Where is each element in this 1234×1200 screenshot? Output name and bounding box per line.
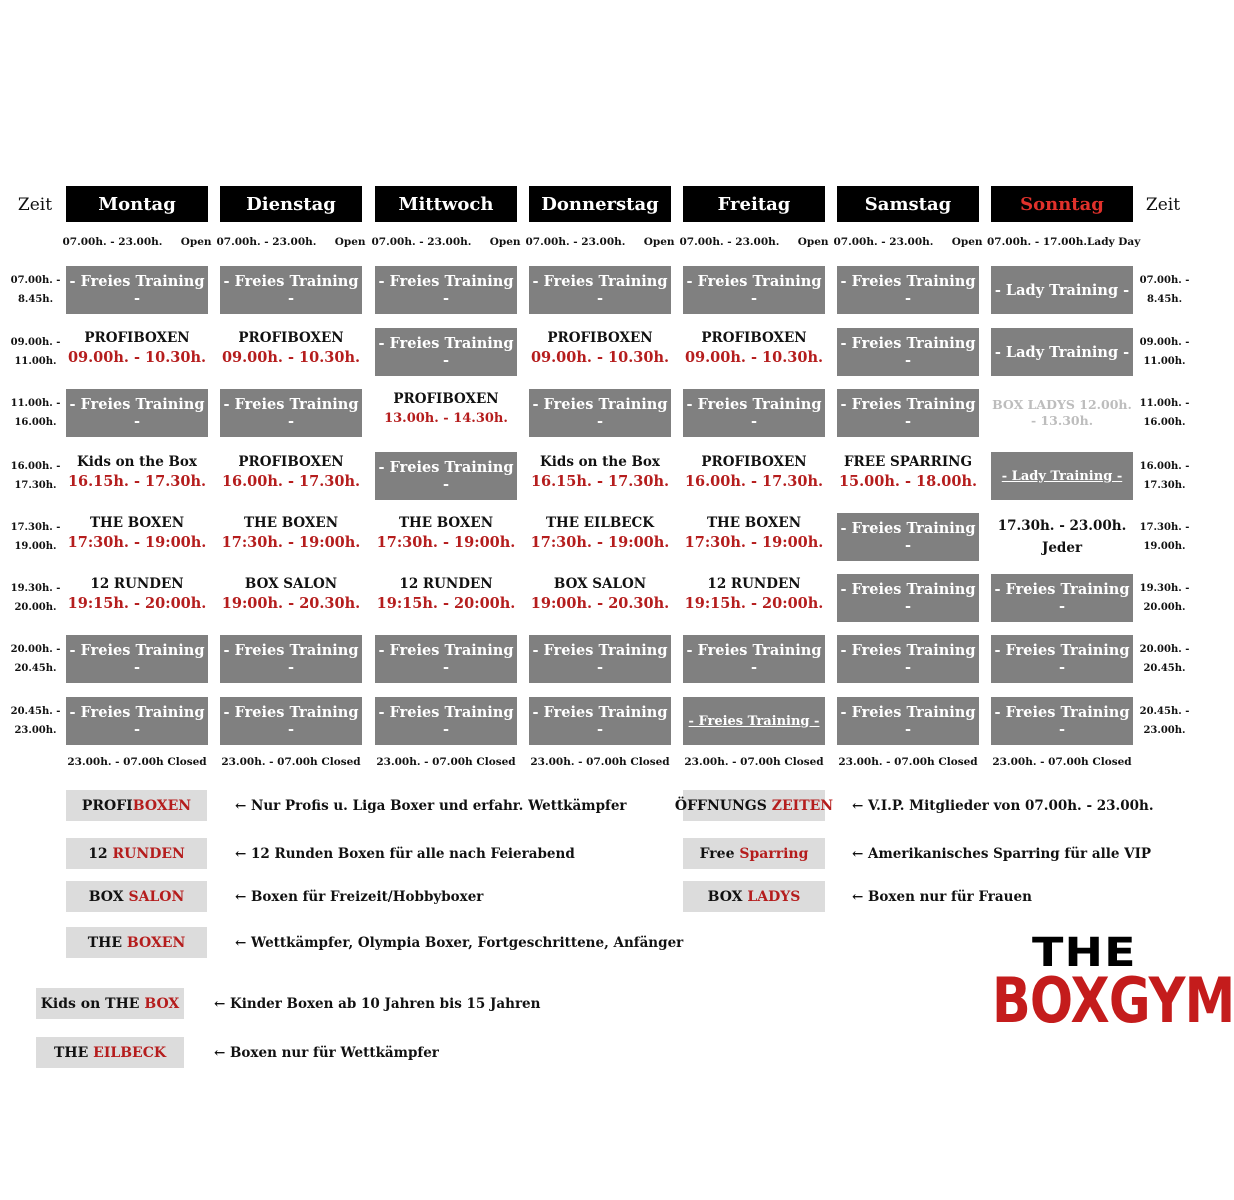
legend-badge xyxy=(674,790,834,821)
class-title: PROFIBOXEN xyxy=(701,330,807,346)
training-label: - Freies Training - xyxy=(378,273,514,307)
legend-badge xyxy=(66,838,207,869)
training-cell[interactable] xyxy=(837,513,979,561)
time-slot-end: 17.30h. xyxy=(14,480,57,491)
time-slot-start: 19.30h. - xyxy=(10,583,61,594)
training-cell[interactable] xyxy=(375,328,517,376)
class-time: 17:30h. - 19:00h. xyxy=(376,534,516,551)
class-title: BOX SALON xyxy=(244,576,338,592)
training-cell[interactable] xyxy=(220,389,362,437)
training-cell[interactable] xyxy=(66,266,208,314)
training-label: - Freies Training - xyxy=(69,396,205,430)
training-cell[interactable] xyxy=(683,266,825,314)
legend-badge xyxy=(66,790,207,821)
training-label: - Freies Training - xyxy=(840,642,976,676)
open-hours: 07.00h. - 17.00h.Lady Day xyxy=(987,236,1141,248)
time-slot-label xyxy=(8,394,63,432)
open-hours: 07.00h. - 23.00h. Open xyxy=(62,236,212,248)
class-time: 19:00h. - 20.30h. xyxy=(221,595,361,612)
legend-description: ← Boxen für Freizeit/Hobbyboxer xyxy=(235,889,484,905)
training-label: - Freies Training - xyxy=(994,642,1130,676)
training-label: - Freies Training - xyxy=(686,396,822,430)
training-label: - Freies Training - xyxy=(378,704,514,738)
time-slot-start: 20.00h. - xyxy=(1139,644,1190,655)
legend-badge xyxy=(683,881,825,912)
time-slot-start: 07.00h. - xyxy=(10,275,61,286)
class-time: 09.00h. - 10.30h. xyxy=(530,349,670,366)
legend-badge-red: RUNDEN xyxy=(112,845,185,862)
time-slot-start: 16.00h. - xyxy=(10,461,61,472)
legend-description: ← V.I.P. Mitglieder von 07.00h. - 23.00h. xyxy=(852,798,1154,814)
legend-description: ← Boxen nur für Frauen xyxy=(852,889,1032,905)
class-time: 17:30h. - 19:00h. xyxy=(684,534,824,551)
class-title: PROFIBOXEN xyxy=(701,454,807,470)
class-title: PROFIBOXEN xyxy=(238,454,344,470)
time-slot-end: 8.45h. xyxy=(17,294,54,305)
open-all-cell[interactable] xyxy=(991,513,1133,561)
class-time: 09.00h. - 10.30h. xyxy=(684,349,824,366)
training-cell[interactable] xyxy=(837,635,979,683)
legend-badge-red: SALON xyxy=(128,888,185,905)
training-label: - Freies Training - xyxy=(223,396,359,430)
legend-badge-black: THE xyxy=(53,1044,94,1061)
training-label: - Freies Training - xyxy=(223,704,359,738)
training-label: - Freies Training - xyxy=(378,459,514,493)
time-slot-start: 09.00h. - xyxy=(1139,337,1190,348)
legend-badge-black: 12 xyxy=(88,845,113,862)
class-cell[interactable] xyxy=(529,324,671,372)
legend-badge-red: Sparring xyxy=(739,845,809,862)
time-slot-start: 20.45h. - xyxy=(10,706,61,717)
time-slot-end: 16.00h. xyxy=(1143,417,1186,428)
training-cell[interactable] xyxy=(991,328,1133,376)
training-label: - Freies Training - xyxy=(840,520,976,554)
day-header-sonntag[interactable]: Sonntag xyxy=(991,186,1133,222)
training-cell[interactable] xyxy=(837,328,979,376)
class-cell[interactable] xyxy=(375,509,517,557)
class-title: 12 RUNDEN xyxy=(399,576,493,592)
open-all-time: 17.30h. - 23.00h. xyxy=(997,518,1127,534)
time-slot-label xyxy=(1137,271,1192,309)
class-title: 12 RUNDEN xyxy=(707,576,801,592)
training-label: - Freies Training - xyxy=(69,704,205,738)
class-time: 17:30h. - 19:00h. xyxy=(67,534,207,551)
legend-badge-black: BOX xyxy=(88,888,129,905)
training-cell[interactable] xyxy=(837,574,979,622)
class-time: 19:15h. - 20:00h. xyxy=(376,595,516,612)
open-all-label: Jeder xyxy=(1041,540,1083,556)
open-hours: 07.00h. - 23.00h. Open xyxy=(833,236,983,248)
legend-badge-black: ÖFFNUNGS xyxy=(674,797,772,814)
day-header-freitag[interactable]: Freitag xyxy=(683,186,825,222)
open-hours: 07.00h. - 23.00h. Open xyxy=(525,236,675,248)
training-label: - Freies Training - xyxy=(994,704,1130,738)
time-slot-label xyxy=(8,702,63,740)
legend-badge-black: PROFI xyxy=(81,797,133,814)
logo-the: THE xyxy=(1032,930,1137,976)
legend-description: ← Nur Profis u. Liga Boxer und erfahr. Wettkämpfer xyxy=(235,798,627,814)
class-cell[interactable] xyxy=(66,570,208,618)
time-slot-end: 20.45h. xyxy=(14,663,57,674)
time-slot-start: 07.00h. - xyxy=(1139,275,1190,286)
class-time: 13.00h. - 14.30h. xyxy=(384,411,508,426)
time-slot-start: 20.45h. - xyxy=(1139,706,1190,717)
legend-badge xyxy=(66,927,207,958)
zeit-label-right: Zeit xyxy=(1145,195,1181,215)
time-slot-label xyxy=(1137,457,1192,495)
class-time: 19:00h. - 20.30h. xyxy=(530,595,670,612)
training-cell[interactable] xyxy=(529,635,671,683)
legend-description: ← Kinder Boxen ab 10 Jahren bis 15 Jahren xyxy=(214,996,541,1012)
class-cell[interactable] xyxy=(683,324,825,372)
class-cell[interactable] xyxy=(220,509,362,557)
day-header-montag[interactable]: Montag xyxy=(66,186,208,222)
training-cell[interactable] xyxy=(375,452,517,500)
time-slot-label xyxy=(1137,640,1192,678)
training-label: - Freies Training - xyxy=(994,581,1130,615)
training-cell[interactable] xyxy=(683,697,825,745)
training-cell[interactable] xyxy=(220,266,362,314)
time-slot-label xyxy=(1137,579,1192,617)
legend-badge xyxy=(36,988,184,1019)
training-label: - Freies Training - xyxy=(840,704,976,738)
box-ladys-label: BOX LADYS 12.00h. - 13.30h. xyxy=(992,397,1132,428)
time-slot-start: 11.00h. - xyxy=(1139,398,1190,409)
class-title: THE BOXEN xyxy=(398,515,494,531)
zeit-label-left: Zeit xyxy=(17,195,53,215)
legend-badge-red: BOXEN xyxy=(132,797,192,814)
class-cell[interactable] xyxy=(837,448,979,496)
class-time: 19:15h. - 20:00h. xyxy=(67,595,207,612)
training-label: - Freies Training - xyxy=(69,273,205,307)
legend-badge-black: THE xyxy=(87,934,127,951)
training-cell[interactable] xyxy=(220,635,362,683)
time-slot-label xyxy=(1137,394,1192,432)
legend-badge-red: BOX xyxy=(144,995,180,1012)
training-cell[interactable] xyxy=(375,635,517,683)
class-time: 16.00h. - 17.30h. xyxy=(221,473,361,490)
time-slot-label xyxy=(8,333,63,371)
training-cell[interactable] xyxy=(683,389,825,437)
training-cell[interactable] xyxy=(683,635,825,683)
legend-description: ← Amerikanisches Sparring für alle VIP xyxy=(852,846,1152,862)
training-cell[interactable] xyxy=(66,697,208,745)
class-title: PROFIBOXEN xyxy=(238,330,344,346)
training-cell[interactable] xyxy=(375,697,517,745)
legend-badge-red: EILBECK xyxy=(93,1044,167,1061)
open-hours: 07.00h. - 23.00h. Open xyxy=(216,236,366,248)
training-label: - Lady Training - xyxy=(994,281,1130,299)
box-ladys-cell[interactable] xyxy=(991,389,1133,437)
class-title: BOX SALON xyxy=(553,576,647,592)
training-label: - Freies Training - xyxy=(223,642,359,676)
class-cell[interactable] xyxy=(66,324,208,372)
training-label: - Freies Training - xyxy=(840,581,976,615)
time-slot-label xyxy=(8,640,63,678)
time-slot-end: 11.00h. xyxy=(14,356,57,367)
training-label: - Freies Training - xyxy=(69,642,205,676)
time-slot-label xyxy=(1137,333,1192,371)
class-cell[interactable] xyxy=(220,324,362,372)
time-slot-end: 19.00h. xyxy=(1143,541,1186,552)
legend-badge xyxy=(36,1037,184,1068)
time-slot-label xyxy=(8,457,63,495)
class-cell[interactable] xyxy=(529,448,671,496)
closed-hours: 23.00h. - 07.00h Closed xyxy=(992,756,1132,768)
open-hours: 07.00h. - 23.00h. Open xyxy=(371,236,521,248)
class-time: 19:15h. - 20:00h. xyxy=(684,595,824,612)
time-slot-start: 16.00h. - xyxy=(1139,461,1190,472)
class-title: Kids on the Box xyxy=(540,454,660,470)
class-title: PROFIBOXEN xyxy=(547,330,653,346)
training-cell[interactable] xyxy=(529,697,671,745)
time-slot-label xyxy=(8,271,63,309)
training-label: - Freies Training - xyxy=(532,273,668,307)
legend-description: ← 12 Runden Boxen für alle nach Feierabend xyxy=(235,846,575,862)
closed-hours: 23.00h. - 07.00h Closed xyxy=(67,756,207,768)
legend-description: ← Wettkämpfer, Olympia Boxer, Fortgeschrittene, Anfänger xyxy=(235,935,684,951)
time-slot-end: 23.00h. xyxy=(14,725,57,736)
training-cell[interactable] xyxy=(529,389,671,437)
legend-description: ← Boxen nur für Wettkämpfer xyxy=(214,1045,439,1061)
day-header-dienstag[interactable]: Dienstag xyxy=(220,186,362,222)
class-title: THE BOXEN xyxy=(89,515,185,531)
class-title: FREE SPARRING xyxy=(843,454,973,470)
class-cell[interactable] xyxy=(66,509,208,557)
legend-badge-black: BOX xyxy=(707,888,748,905)
time-slot-start: 19.30h. - xyxy=(1139,583,1190,594)
training-cell[interactable] xyxy=(220,697,362,745)
time-slot-start: 17.30h. - xyxy=(1139,522,1190,533)
class-time: 17:30h. - 19:00h. xyxy=(221,534,361,551)
training-cell[interactable] xyxy=(375,266,517,314)
class-title: PROFIBOXEN xyxy=(393,391,499,407)
boxgym-logo xyxy=(990,930,1234,1040)
time-slot-label xyxy=(8,579,63,617)
time-slot-end: 19.00h. xyxy=(14,541,57,552)
class-cell[interactable] xyxy=(66,448,208,496)
class-cell[interactable] xyxy=(683,448,825,496)
training-cell[interactable] xyxy=(991,697,1133,745)
training-cell[interactable] xyxy=(991,574,1133,622)
class-cell[interactable] xyxy=(683,509,825,557)
training-label: - Freies Training - xyxy=(840,273,976,307)
training-cell[interactable] xyxy=(66,635,208,683)
legend-badge xyxy=(683,838,825,869)
training-label: - Freies Training - xyxy=(532,704,668,738)
time-slot-end: 20.00h. xyxy=(1143,602,1186,613)
legend-badge xyxy=(66,881,207,912)
time-slot-label xyxy=(8,518,63,556)
training-cell[interactable] xyxy=(991,452,1133,500)
training-label: - Freies Training - xyxy=(840,335,976,369)
training-cell[interactable] xyxy=(529,266,671,314)
legend-badge-black: Kids on THE xyxy=(40,995,145,1012)
class-time: 09.00h. - 10.30h. xyxy=(221,349,361,366)
training-label: - Freies Training - xyxy=(532,396,668,430)
time-slot-start: 17.30h. - xyxy=(10,522,61,533)
training-cell[interactable] xyxy=(991,266,1133,314)
training-label: - Freies Training - xyxy=(223,273,359,307)
class-cell[interactable] xyxy=(220,448,362,496)
training-label: - Lady Training - xyxy=(1001,468,1123,484)
day-header-mittwoch[interactable]: Mittwoch xyxy=(375,186,517,222)
time-slot-end: 8.45h. xyxy=(1146,294,1183,305)
class-cell[interactable] xyxy=(529,570,671,618)
training-cell[interactable] xyxy=(66,389,208,437)
class-time: 16.00h. - 17.30h. xyxy=(684,473,824,490)
class-cell[interactable] xyxy=(529,509,671,557)
time-slot-end: 23.00h. xyxy=(1143,725,1186,736)
time-slot-end: 20.45h. xyxy=(1143,663,1186,674)
class-title: THE BOXEN xyxy=(706,515,802,531)
training-label: - Freies Training - xyxy=(378,335,514,369)
class-cell[interactable] xyxy=(375,385,517,433)
legend-badge-red: LADYS xyxy=(747,888,801,905)
training-label: - Freies Training - xyxy=(686,642,822,676)
legend-badge-red: BOXEN xyxy=(126,934,186,951)
time-slot-end: 20.00h. xyxy=(14,602,57,613)
time-slot-label xyxy=(1137,518,1192,556)
training-label: - Freies Training - xyxy=(840,396,976,430)
class-time: 17:30h. - 19:00h. xyxy=(530,534,670,551)
training-cell[interactable] xyxy=(837,697,979,745)
legend-badge-red: ZEITEN xyxy=(771,797,834,814)
training-label: - Lady Training - xyxy=(994,343,1130,361)
class-title: THE EILBECK xyxy=(545,515,655,531)
closed-hours: 23.00h. - 07.00h Closed xyxy=(838,756,978,768)
class-time: 09.00h. - 10.30h. xyxy=(67,349,207,366)
open-hours: 07.00h. - 23.00h. Open xyxy=(679,236,829,248)
class-cell[interactable] xyxy=(220,570,362,618)
training-label: - Freies Training - xyxy=(532,642,668,676)
training-cell[interactable] xyxy=(837,266,979,314)
training-label: - Freies Training - xyxy=(688,713,820,729)
training-label: - Freies Training - xyxy=(686,273,822,307)
time-slot-start: 20.00h. - xyxy=(10,644,61,655)
training-label: - Freies Training - xyxy=(378,642,514,676)
class-cell[interactable] xyxy=(375,570,517,618)
closed-hours: 23.00h. - 07.00h Closed xyxy=(684,756,824,768)
class-cell[interactable] xyxy=(683,570,825,618)
day-header-donnerstag[interactable]: Donnerstag xyxy=(529,186,671,222)
legend-badge-black: Free xyxy=(699,845,740,862)
class-time: 15.00h. - 18.00h. xyxy=(838,473,978,490)
time-slot-end: 16.00h. xyxy=(14,417,57,428)
time-slot-start: 09.00h. - xyxy=(10,337,61,348)
time-slot-end: 17.30h. xyxy=(1143,480,1186,491)
time-slot-label xyxy=(1137,702,1192,740)
class-title: THE BOXEN xyxy=(243,515,339,531)
class-time: 16.15h. - 17.30h. xyxy=(67,473,207,490)
training-cell[interactable] xyxy=(837,389,979,437)
day-header-samstag[interactable]: Samstag xyxy=(837,186,979,222)
class-time: 16.15h. - 17.30h. xyxy=(530,473,670,490)
class-title: Kids on the Box xyxy=(77,454,197,470)
class-title: 12 RUNDEN xyxy=(90,576,184,592)
time-slot-end: 11.00h. xyxy=(1143,356,1186,367)
training-cell[interactable] xyxy=(991,635,1133,683)
class-title: PROFIBOXEN xyxy=(84,330,190,346)
time-slot-start: 11.00h. - xyxy=(10,398,61,409)
closed-hours: 23.00h. - 07.00h Closed xyxy=(221,756,361,768)
closed-hours: 23.00h. - 07.00h Closed xyxy=(530,756,670,768)
logo-boxgym: BOXGYM xyxy=(992,964,1234,1037)
closed-hours: 23.00h. - 07.00h Closed xyxy=(376,756,516,768)
